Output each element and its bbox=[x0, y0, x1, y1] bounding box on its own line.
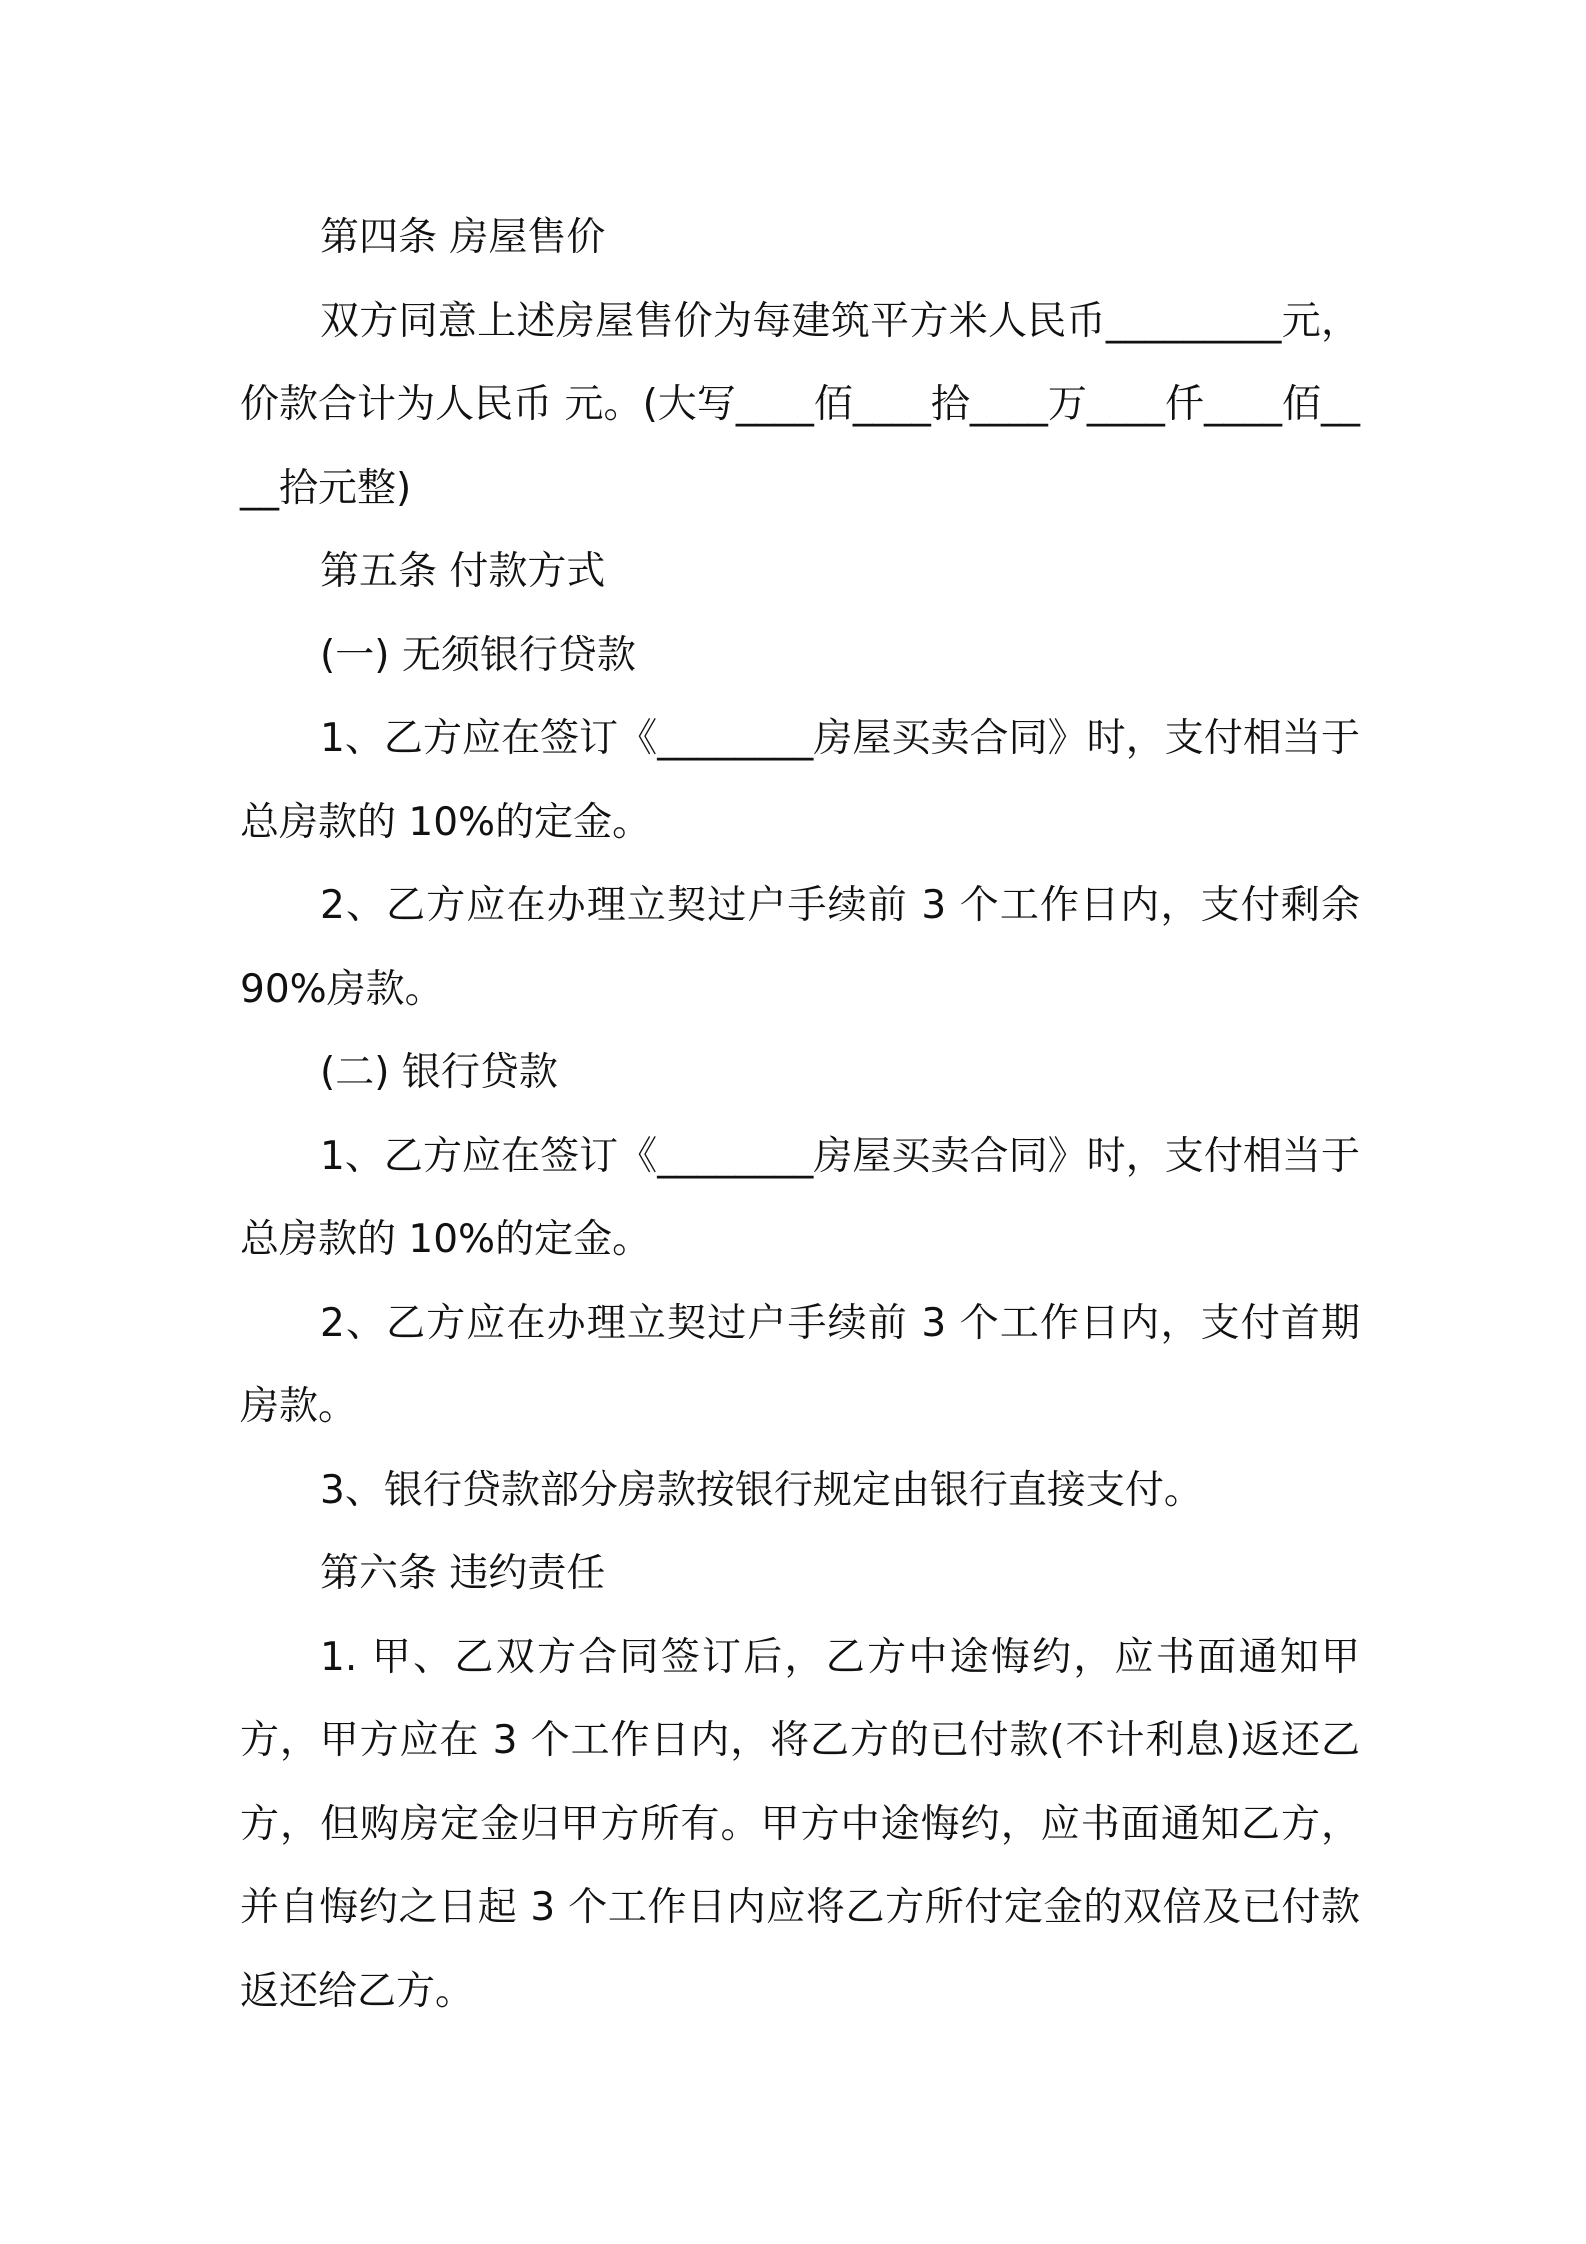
article-5-title: 第五条 付款方式 bbox=[320, 549, 606, 594]
article-5-section-1-item-1: 1、乙方应在签订《________房屋买卖合同》时，支付相当于总房款的 10%的定金。 bbox=[240, 716, 1360, 845]
article-4-title: 第四条 房屋售价 bbox=[320, 215, 606, 260]
article-6-item-1: 1. 甲、乙双方合同签订后，乙方中途悔约，应书面通知甲方，甲方应在 3 个工作日内，将乙方的已付款(不计利息)返还乙方，但购房定金归甲方所有。甲方中途悔约，应书面通知乙方，并自悔约之日起 3 个工作日内应将乙方所付定金的双倍及已付款返还给乙方。 bbox=[240, 1634, 1360, 2014]
article-5-section-1-title: (一) 无须银行贷款 bbox=[320, 632, 636, 678]
article-5-section-2-item-2: 2、乙方应在办理立契过户手续前 3 个工作日内，支付首期房款。 bbox=[240, 1300, 1360, 1429]
article-5-section-1-item-2: 2、乙方应在办理立契过户手续前 3 个工作日内，支付剩余 90%房款。 bbox=[240, 883, 1360, 1012]
article-5-section-2-title: (二) 银行贷款 bbox=[320, 1050, 558, 1095]
article-5-section-2-item-3: 3、银行贷款部分房款按银行规定由银行直接支付。 bbox=[320, 1467, 1203, 1513]
article-5-section-2-item-1: 1、乙方应在签订《________房屋买卖合同》时，支付相当于总房款的 10%的定金。 bbox=[240, 1133, 1360, 1262]
article-6-title: 第六条 违约责任 bbox=[320, 1551, 606, 1596]
article-4-body: 双方同意上述房屋售价为每建筑平方米人民币_________元，价款合计为人民币 元。(大写____佰____拾____万____仟____佰____拾元整) bbox=[240, 298, 1360, 511]
document-body bbox=[240, 196, 1360, 2033]
